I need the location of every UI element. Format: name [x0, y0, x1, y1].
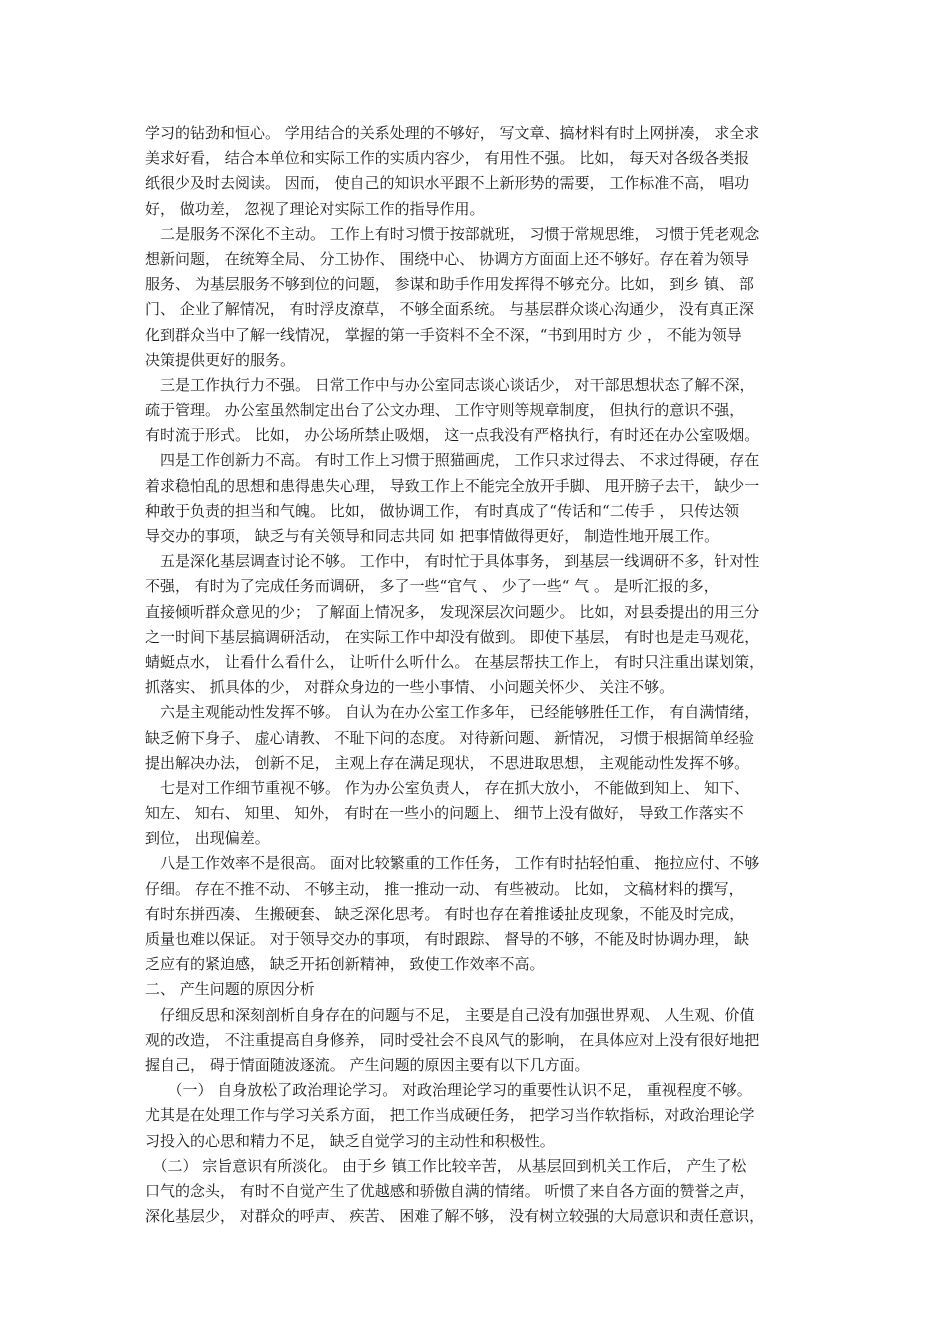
text-line: 化到群众当中了解一线情况， 掌握的第一手资料不全不深，“书到用时方 少 ， 不能为领导 [145, 325, 742, 344]
text-line: 尤其是在处理工作与学习关系方面， 把工作当成硬任务， 把学习当作软指标，对政治理论学 [145, 1106, 755, 1125]
text-line: （一） 自身放松了政治理论学习。 对政治理论学习的重要性认识不足， 重视程度不够。 [145, 1081, 752, 1100]
text-line: 四是工作创新力不高。 有时工作上习惯于照猫画虎， 工作只求过得去、 不求过得硬，存在 [145, 451, 760, 470]
text-line: 三是工作执行力不强。 日常工作中与办公室同志谈心谈话少， 对干部思想状态了解不深， [145, 375, 755, 394]
text-line: 直接倾听群众意见的少； 了解面上情况多， 发现深层次问题少。 比如，对县委提出的用三分 [145, 602, 760, 621]
text-line: 学习的钻劲和恒心。 学用结合的关系处理的不够好， 写文章、搞材料有时上网拼凑， 求全求 [145, 124, 760, 142]
text-line: 深化基层少， 对群众的呼声、 疾苦、 困难了解不够， 没有树立较强的大局意识和责任意识， [145, 1207, 765, 1226]
text-line: 握自己， 碍于情面随波逐流。 产生问题的原因主要有以下几方面。 [145, 1055, 590, 1074]
text-line: 习投入的心思和精力不足， 缺乏自觉学习的主动性和积极性。 [145, 1131, 555, 1150]
text-line: 种敢于负责的担当和气魄。 比如， 做协调工作， 有时真成了“传话和“二传手 ， 只传达领 [145, 501, 740, 520]
text-line: 二是服务不深化不主动。 工作上有时习惯于按部就班， 习惯于常规思维， 习惯于凭老观念 [145, 224, 760, 243]
text-line: 疏于管理。 办公室虽然制定出台了公文办理、 工作守则等规章制度， 但执行的意识不强， [145, 401, 745, 420]
text-line: 导交办的事项， 缺乏与有关领导和同志共同 如 把事情做得更好， 制造性地开展工作。 [145, 527, 720, 545]
text-line: 想新问题， 在统筹全局、 分工协作、 围绕中心、 协调方方面面上还不够好。存在着为领导 [145, 249, 750, 268]
text-line: 不强， 有时为了完成任务而调研， 多了一些“官气 、 少了一些“ 气 。 是听汇报的多， [145, 577, 719, 596]
text-line: 乏应有的紧迫感， 缺乏开拓创新精神， 致使工作效率不高。 [145, 955, 545, 974]
text-line: 观的改造， 不注重提高自身修养， 同时受社会不良风气的影响， 在具体应对上没有很好地把 [145, 1030, 760, 1049]
text-line: 决策提供更好的服务。 [145, 350, 296, 369]
text-line: 五是深化基层调查讨论不够。 工作中， 有时忙于具体事务， 到基层一线调研不多，针对性 [145, 552, 760, 571]
text-line: 之一时间下基层搞调研活动， 在实际工作中却没有做到。 即使下基层， 有时也是走马观花， [145, 627, 760, 646]
text-line: 质量也难以保证。 对于领导交办的事项， 有时跟踪、 督导的不够，不能及时协调办理， 缺 [145, 930, 750, 948]
text-line: 六是主观能动性发挥不够。 自认为在办公室工作多年， 已经能够胜任工作， 有自满情绪， [145, 703, 760, 722]
text-line: 门、 企业了解情况， 有时浮皮潦草， 不够全面系统。 与基层群众谈心沟通少， 没有真正深 [145, 300, 754, 319]
text-line: 提出解决办法， 创新不足， 主观上存在满足现状， 不思进取思想， 主观能动性发挥不够。 [145, 753, 750, 772]
text-line: 七是对工作细节重视不够。 作为办公室负责人， 存在抓大放小， 不能做到知上、 知下、 [145, 778, 750, 797]
text-line: 有时东拼西凑、 生搬硬套、 缺乏深化思考。 有时也存在着推诿扯皮现象，不能及时完成， [145, 904, 745, 923]
text-line: （二） 宗旨意识有所淡化。 由于乡 镇工作比较辛苦， 从基层回到机关工作后， 产生了松 [145, 1156, 747, 1175]
text-line: 着求稳怕乱的思想和患得患失心理， 导致工作上不能完全放开手脚、 甩开膀子去干， 缺少一 [145, 476, 760, 495]
text-line: 蜻蜓点水， 让看什么看什么， 让听什么听什么。 在基层帮扶工作上， 有时只注重出谋划策， [145, 652, 765, 671]
text-line: 有时流于形式。 比如， 办公场所禁止吸烟， 这一点我没有严格执行，有时还在办公室吸烟。 [145, 426, 760, 445]
text-line: 八是工作效率不是很高。 面对比较繁重的工作任务， 工作有时拈轻怕重、 拖拉应付、不够 [145, 854, 760, 873]
text-line: 口气的念头， 有时不自觉产生了优越感和骄傲自满的情绪。 听惯了来自各方面的赞誉之声， [145, 1181, 755, 1200]
text-line: 纸很少及时去阅读。 因而， 使自己的知识水平跟不上新形势的需要， 工作标准不高， 唱功 [145, 174, 750, 193]
text-line: 知左、 知右、 知里、 知外， 有时在一些小的问题上、 细节上没有做好， 导致工作落实不 [145, 804, 744, 823]
text-line: 仔细反思和深刻剖析自身存在的问题与不足， 主要是自己没有加强世界观、 人生观、价值 [145, 1005, 755, 1024]
text-line: 美求好看， 结合本单位和实际工作的实质内容少， 有用性不强。 比如， 每天对各级各类报 [145, 149, 750, 168]
document-body [145, 121, 811, 1229]
text-line: 好， 做功差， 忽视了理论对实际工作的指导作用。 [145, 199, 485, 218]
text-line: 缺乏俯下身子、 虚心请教、 不耻下问的态度。 对待新问题、 新情况， 习惯于根据简单经验 [145, 728, 754, 747]
text-line: 服务、 为基层服务不够到位的问题， 参谋和助手作用发挥得不够充分。比如， 到乡 镇、 部 [145, 275, 754, 294]
text-line: 抓落实、 抓具体的少， 对群众身边的一些小事情、 小问题关怀少、 关注不够。 [145, 678, 675, 697]
text-line: 二、 产生问题的原因分析 [145, 980, 315, 999]
text-line: 到位， 出现偏差。 [145, 829, 270, 848]
text-line: 仔细。 存在不推不动、 不够主动， 推一推动一动、 有些被动。 比如， 文稿材料的撰写， [145, 879, 744, 898]
